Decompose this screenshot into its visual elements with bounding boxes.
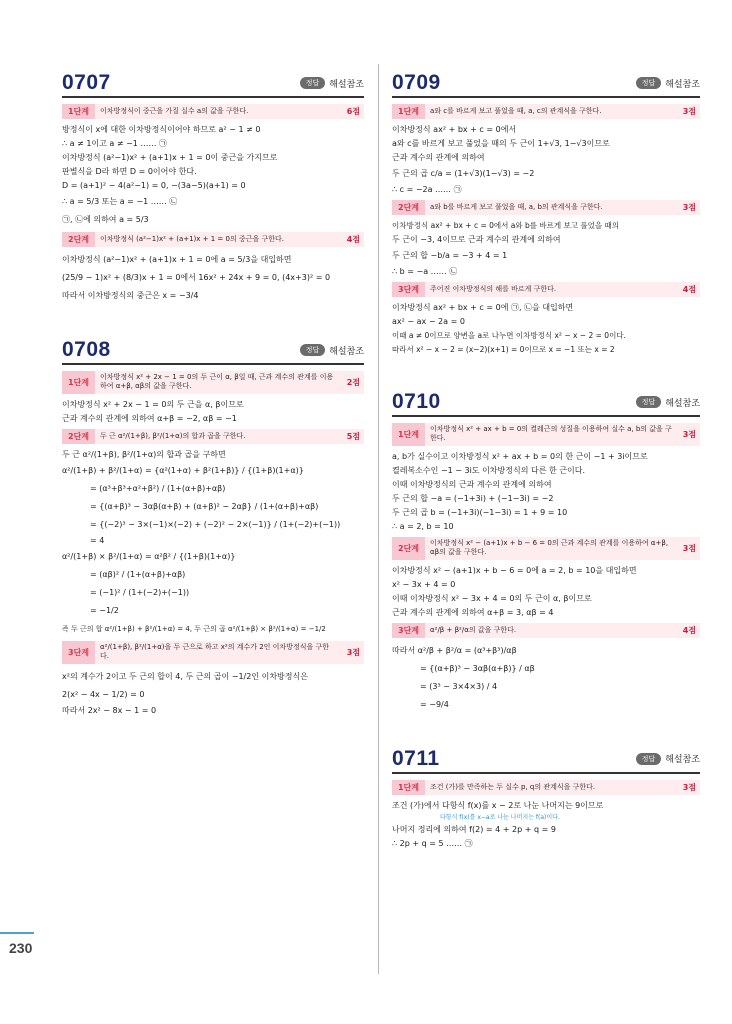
solution-label: 해설참조 [665, 755, 700, 766]
solution-line: 판별식을 D라 하면 D = 0이어야 한다. [62, 167, 197, 176]
step-label: 1단계 [392, 423, 425, 446]
step-bar [392, 423, 700, 446]
answer-badge: 정답 [300, 77, 326, 89]
solution-line: = 4 [90, 535, 105, 545]
solution-line: ∴ a = 5/3 또는 a = −1 …… ㉡ [62, 197, 178, 206]
solution-line: 이때 이차방정식 x² − 3x + 4 = 0의 두 근이 α, β이므로 [392, 593, 592, 603]
left-column [62, 72, 364, 718]
solution-line: 두 근의 합 −b/a = −3 + 4 = 1 [392, 251, 508, 260]
solution-line: ∴ 2p + q = 5 …… ㉠ [392, 838, 473, 848]
step-bar [392, 780, 700, 795]
solution-line: 이차방정식 ax² + bx + c = 0에서 [392, 125, 517, 134]
step-description: α²/(1+β), β²/(1+α)을 두 근으로 하고 x²의 계수가 2인 이차방정식을 구한다. [100, 642, 329, 661]
step-description: 조건 (가)를 만족하는 두 실수 p, q의 관계식을 구한다. [430, 782, 596, 791]
step-label: 2단계 [62, 232, 95, 247]
solution-line: 따라서 α²/β + β²/α = (α³+β³)/αβ [392, 645, 517, 655]
solution-line: = {(α+β)³ − 3αβ(α+β) + (α+β)² − 2αβ} / (1+(α+β)+αβ) [90, 501, 319, 511]
solution-line: (25/9 − 1)x² + (8/3)x + 1 = 0에서 16x² + 24x + 9 = 0, (4x+3)² = 0 [62, 273, 331, 282]
step-bar [62, 371, 364, 394]
solution-line: α²/(1+β) + β²/(1+α) = {α²(1+α) + β²(1+β)} / {(1+β)(1+α)} [62, 465, 304, 475]
step-label: 2단계 [392, 200, 425, 215]
step-points: 5점 [346, 431, 360, 441]
step-points: 3점 [682, 107, 696, 116]
problem-0710 [392, 391, 700, 714]
solution-line: 방정식이 x에 대한 이차방정식이어야 하므로 a² − 1 ≠ 0 [62, 125, 261, 134]
step-label: 1단계 [392, 780, 425, 795]
solution-line: 이차방정식 ax² + bx + c = 0에 ㉠, ㉡을 대입하면 [392, 303, 574, 312]
step-description: α²/β + β²/α의 값을 구한다. [430, 625, 517, 634]
solution-line: 조건 (가)에서 다항식 f(x)를 x − 2로 나눈 나머지는 9이므로 [392, 800, 604, 810]
solution-line: = {(−2)³ − 3×(−1)×(−2) + (−2)² − 2×(−1)} / (1+(−2)+(−1)) [90, 519, 341, 529]
solution-line: 이때 a ≠ 0이므로 양변을 a로 나누면 이차방정식 x² − x − 2 = 0이다. [392, 331, 626, 340]
solution-line: = (−1)² / (1+(−2)+(−1)) [90, 587, 190, 597]
problem-header [62, 339, 364, 365]
step-label: 2단계 [62, 429, 95, 444]
problem-0711 [392, 748, 700, 851]
step-points: 4점 [682, 285, 696, 294]
step-label: 1단계 [392, 104, 425, 119]
step-bar [62, 104, 364, 119]
solution-line: 즉 두 근의 합 α²/(1+β) + β²/(1+α) = 4, 두 근의 곱 α²/(1+β) × β²/(1+α) = −1/2 [62, 624, 326, 633]
answer-badge: 정답 [636, 77, 662, 89]
step-description: 두 근 α²/(1+β), β²/(1+α)의 합과 곱을 구한다. [100, 431, 246, 440]
step-label: 3단계 [392, 282, 425, 297]
step-description: a와 b를 바르게 보고 풀었을 때, a, b의 관계식을 구한다. [430, 202, 603, 211]
answer-badge: 정답 [636, 396, 662, 408]
solution-line: 따라서 이차방정식의 중근은 x = −3/4 [62, 291, 199, 300]
solution-line: α²/(1+β) × β²/(1+α) = α²β² / {(1+β)(1+α)} [62, 551, 236, 561]
step-points: 3점 [682, 429, 696, 439]
solution-line: 근과 계수의 관계에 의하여 α+β = 3, αβ = 4 [392, 607, 554, 617]
problem-number: 0710 [392, 390, 441, 413]
solution-line: = (α³+β³+α²+β²) / (1+(α+β)+αβ) [90, 483, 226, 493]
solution-reference [636, 396, 700, 409]
hint-note: 다항식 f(x)를 x−a로 나눈 나머지는 f(a)이다. [440, 813, 560, 821]
solution-line: 두 근의 곱 b = (−1+3i)(−1−3i) = 1 + 9 = 10 [392, 507, 568, 517]
solution-line: 이차방정식 x² + 2x − 1 = 0의 두 근을 α, β이므로 [62, 399, 244, 409]
solution-line: ∴ a = 2, b = 10 [392, 521, 454, 531]
step-description: 이차방정식이 중근을 가질 실수 a의 값을 구한다. [100, 106, 249, 115]
step-bar [392, 282, 700, 297]
solution-line: 따라서 x² − x − 2 = (x−2)(x+1) = 0이므로 x = −1 또는 x = 2 [392, 345, 615, 354]
solution-label: 해설참조 [665, 79, 700, 90]
solution-line: a, b가 실수이고 이차방정식 x² + ax + b = 0의 한 근이 −1 + 3i이므로 [392, 451, 648, 461]
solution-line: = −9/4 [420, 699, 449, 709]
solution-label: 해설참조 [329, 79, 364, 90]
step-points: 3점 [682, 782, 696, 792]
column-divider [378, 64, 379, 974]
problem-number: 0708 [62, 338, 111, 361]
step-bar [62, 641, 364, 664]
solution-line: 두 근이 −3, 4이므로 근과 계수의 관계에 의하여 [392, 235, 561, 244]
step-description: 이차방정식 (a²−1)x² + (a+1)x + 1 = 0의 중근을 구한다. [100, 234, 284, 243]
step-description: 이차방정식 x² + ax + b = 0의 켤레근의 성질을 이용하여 실수 a, b의 값을 구한다. [430, 425, 672, 443]
solution-line: 나머지 정리에 의하여 f(2) = 4 + 2p + q = 9 [392, 824, 556, 834]
solution-reference [636, 77, 700, 90]
problem-0707 [62, 72, 364, 305]
solution-line: x² − 3x + 4 = 0 [392, 579, 456, 589]
answer-badge: 정답 [636, 753, 662, 765]
step-bar [392, 623, 700, 638]
solution-line: 이차방정식 x² − (a+1)x + b − 6 = 0에 a = 2, b = 10을 대입하면 [392, 565, 637, 575]
solution-line: ∴ b = −a …… ㉡ [392, 267, 458, 276]
answer-badge: 정답 [300, 344, 326, 356]
step-label: 1단계 [62, 104, 95, 119]
step-bar [392, 104, 700, 119]
page-number: 230 [9, 940, 33, 956]
problem-header [392, 748, 700, 774]
solution-line: 이차방정식 (a²−1)x² + (a+1)x + 1 = 0에 a = 5/3을 대입하면 [62, 255, 292, 264]
step-points: 3점 [346, 647, 360, 657]
solution-reference [636, 752, 700, 765]
page-number-bar [0, 932, 34, 934]
solution-line: 이때 이차방정식의 근과 계수의 관계에 의하여 [392, 479, 552, 489]
solution-reference [300, 77, 364, 90]
step-points: 6점 [346, 107, 360, 116]
solution-line: 두 근 α²/(1+β), β²/(1+α)의 합과 곱을 구하면 [62, 449, 226, 459]
step-description: a와 c를 바르게 보고 풀었을 때, a, c의 관계식을 구한다. [430, 106, 602, 115]
solution-line: D = (a+1)² − 4(a²−1) = 0, −(3a−5)(a+1) = 0 [62, 181, 246, 190]
step-bar [62, 232, 364, 247]
solution-line: 두 근의 합 −a = (−1+3i) + (−1−3i) = −2 [392, 493, 554, 503]
problem-number: 0707 [62, 71, 111, 94]
solution-line: = {(α+β)³ − 3αβ(α+β)} / αβ [420, 663, 535, 673]
solution-line: ∴ c = −2a …… ㉠ [392, 185, 462, 194]
solution-line: 이차방정식 (a²−1)x² + (a+1)x + 1 = 0이 중근을 가지므로 [62, 153, 278, 162]
solution-label: 해설참조 [665, 398, 700, 409]
solution-line: 근과 계수의 관계에 의하여 [392, 153, 485, 162]
step-label: 3단계 [62, 641, 95, 664]
solution-reference [300, 344, 364, 357]
solution-line: 2(x² − 4x − 1/2) = 0 [62, 689, 145, 699]
solution-line: ㉠, ㉡에 의하여 a = 5/3 [62, 215, 149, 224]
step-points: 4점 [346, 235, 360, 244]
solution-line: x²의 계수가 2이고 두 근의 합이 4, 두 근의 곱이 −1/2인 이차방정식은 [62, 671, 308, 681]
step-description: 이차방정식 x² − (a+1)x + b − 6 = 0의 근과 계수의 관계를 이용하여 α+β, αβ의 값을 구한다. [430, 538, 669, 557]
solution-line: = −1/2 [90, 605, 119, 615]
solution-line: a와 c를 바르게 보고 풀었을 때의 두 근이 1+√3, 1−√3이므로 [392, 139, 610, 148]
step-bar [392, 537, 700, 560]
solution-line: ∴ a ≠ 1이고 a ≠ −1 …… ㉠ [62, 139, 167, 148]
step-points: 3점 [682, 203, 696, 212]
problem-header [392, 391, 700, 417]
step-points: 3점 [682, 543, 696, 553]
solution-line: 따라서 2x² − 8x − 1 = 0 [62, 705, 157, 715]
problem-number: 0709 [392, 71, 441, 94]
step-description: 이차방정식 x² + 2x − 1 = 0의 두 근이 α, β일 때, 근과 계수의 관계를 이용하여 α+β, αβ의 값을 구한다. [100, 373, 334, 391]
problem-header [392, 72, 700, 98]
solution-label: 해설참조 [329, 346, 364, 357]
step-label: 1단계 [62, 371, 95, 394]
solution-line: ax² − ax − 2a = 0 [392, 317, 465, 326]
step-bar [62, 429, 364, 444]
step-description: 주어진 이차방정식의 해를 바르게 구한다. [430, 284, 557, 293]
right-column [392, 72, 700, 851]
step-label: 3단계 [392, 623, 425, 638]
step-points: 2점 [346, 377, 360, 387]
solution-line: = (αβ)² / (1+(α+β)+αβ) [90, 569, 186, 579]
solution-line: 두 근의 곱 c/a = (1+√3)(1−√3) = −2 [392, 169, 535, 178]
problem-number: 0711 [392, 746, 440, 770]
step-bar [392, 200, 700, 215]
problem-0709 [392, 72, 700, 357]
problem-header [62, 72, 364, 98]
solution-line: = (3³ − 3×4×3) / 4 [420, 681, 498, 691]
step-points: 4점 [682, 625, 696, 635]
solution-line: 이차방정식 ax² + bx + c = 0에서 a와 b를 바르게 보고 풀었을 때의 [392, 221, 619, 230]
problem-0708 [62, 339, 364, 718]
solution-line: 켤레복소수인 −1 − 3i도 이차방정식의 다른 한 근이다. [392, 465, 585, 475]
step-label: 2단계 [392, 537, 425, 560]
solution-line: 근과 계수의 관계에 의하여 α+β = −2, αβ = −1 [62, 413, 237, 423]
